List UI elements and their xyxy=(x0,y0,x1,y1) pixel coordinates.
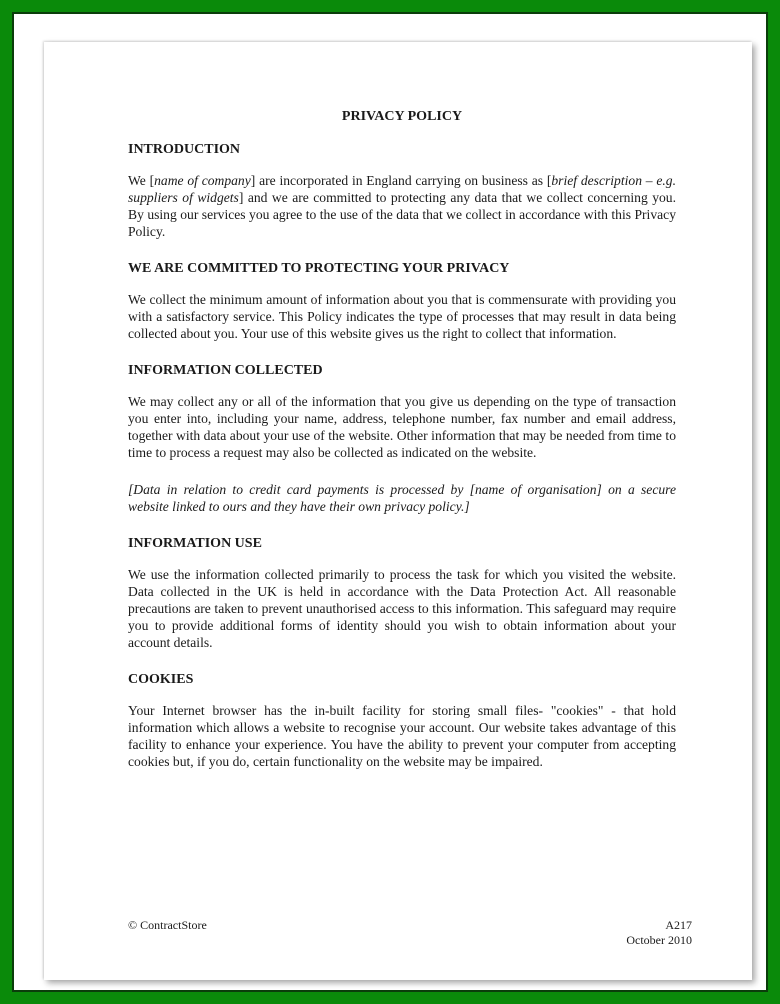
intro-placeholder-description: brief description – e.g. suppliers of widgets xyxy=(128,173,676,205)
credit-card-note: [Data in relation to credit card payments is processed by [name of organisation] on a secure website linked to ours and they have their own privacy policy.] xyxy=(128,482,676,514)
footer-copyright: © ContractStore xyxy=(128,918,207,932)
intro-text-3: ] and we are committed to protecting any data that we collect concerning you. By using our services you agree to the use of the data that we collect in accordance with this Privacy Policy. xyxy=(128,190,676,239)
footer-date: October 2010 xyxy=(626,933,692,947)
information-collected-paragraph: We may collect any or all of the information that you give us depending on the type of transaction you enter into, including your name, address, telephone number, fax number and email address, together with data about your use of the website. Other information that may be needed from time to time to process a request may also be collected as indicated on the website. xyxy=(128,394,676,460)
section-heading-privacy: WE ARE COMMITTED TO PROTECTING YOUR PRIVACY xyxy=(128,261,510,276)
section-heading-cookies: COOKIES xyxy=(128,672,194,687)
document-page xyxy=(44,42,752,980)
cookies-paragraph: Your Internet browser has the in-built facility for storing small files- "cookies" - that hold information which allows a website to recognise your account. Our website takes advantage of this facility to enhance your experience. You have the ability to prevent your computer from accepting cookies but, if you do, certain functionality on the website may be impaired. xyxy=(128,703,676,769)
page-title: PRIVACY POLICY xyxy=(341,109,463,124)
intro-text-2: ] are incorporated in England carrying on business as [ xyxy=(250,173,552,188)
introduction-paragraph xyxy=(128,172,676,240)
section-heading-introduction: INTRODUCTION xyxy=(128,142,241,157)
section-heading-information-use: INFORMATION USE xyxy=(128,536,262,551)
information-use-paragraph: We use the information collected primarily to process the task for which you visited the website. Data collected in the UK is held in accordance with the Data Protection Act. All reasonable precautions are taken to prevent unauthorised access to this information. This safeguard may require you to provide additional forms of identity should you wish to obtain information about your account details. xyxy=(128,567,676,650)
document-body xyxy=(128,108,676,790)
intro-placeholder-company: name of company xyxy=(154,173,251,188)
intro-text-1: We [ xyxy=(128,173,155,188)
footer-reference xyxy=(564,918,692,948)
footer-code: A217 xyxy=(665,918,692,932)
frame-inner xyxy=(12,12,768,992)
privacy-paragraph: We collect the minimum amount of information about you that is commensurate with providing you with a satisfactory service. This Policy indicates the type of processes that may result in data being collected about you. Your use of this website gives us the right to collect that information. xyxy=(128,292,676,341)
section-heading-information-collected: INFORMATION COLLECTED xyxy=(128,363,323,378)
